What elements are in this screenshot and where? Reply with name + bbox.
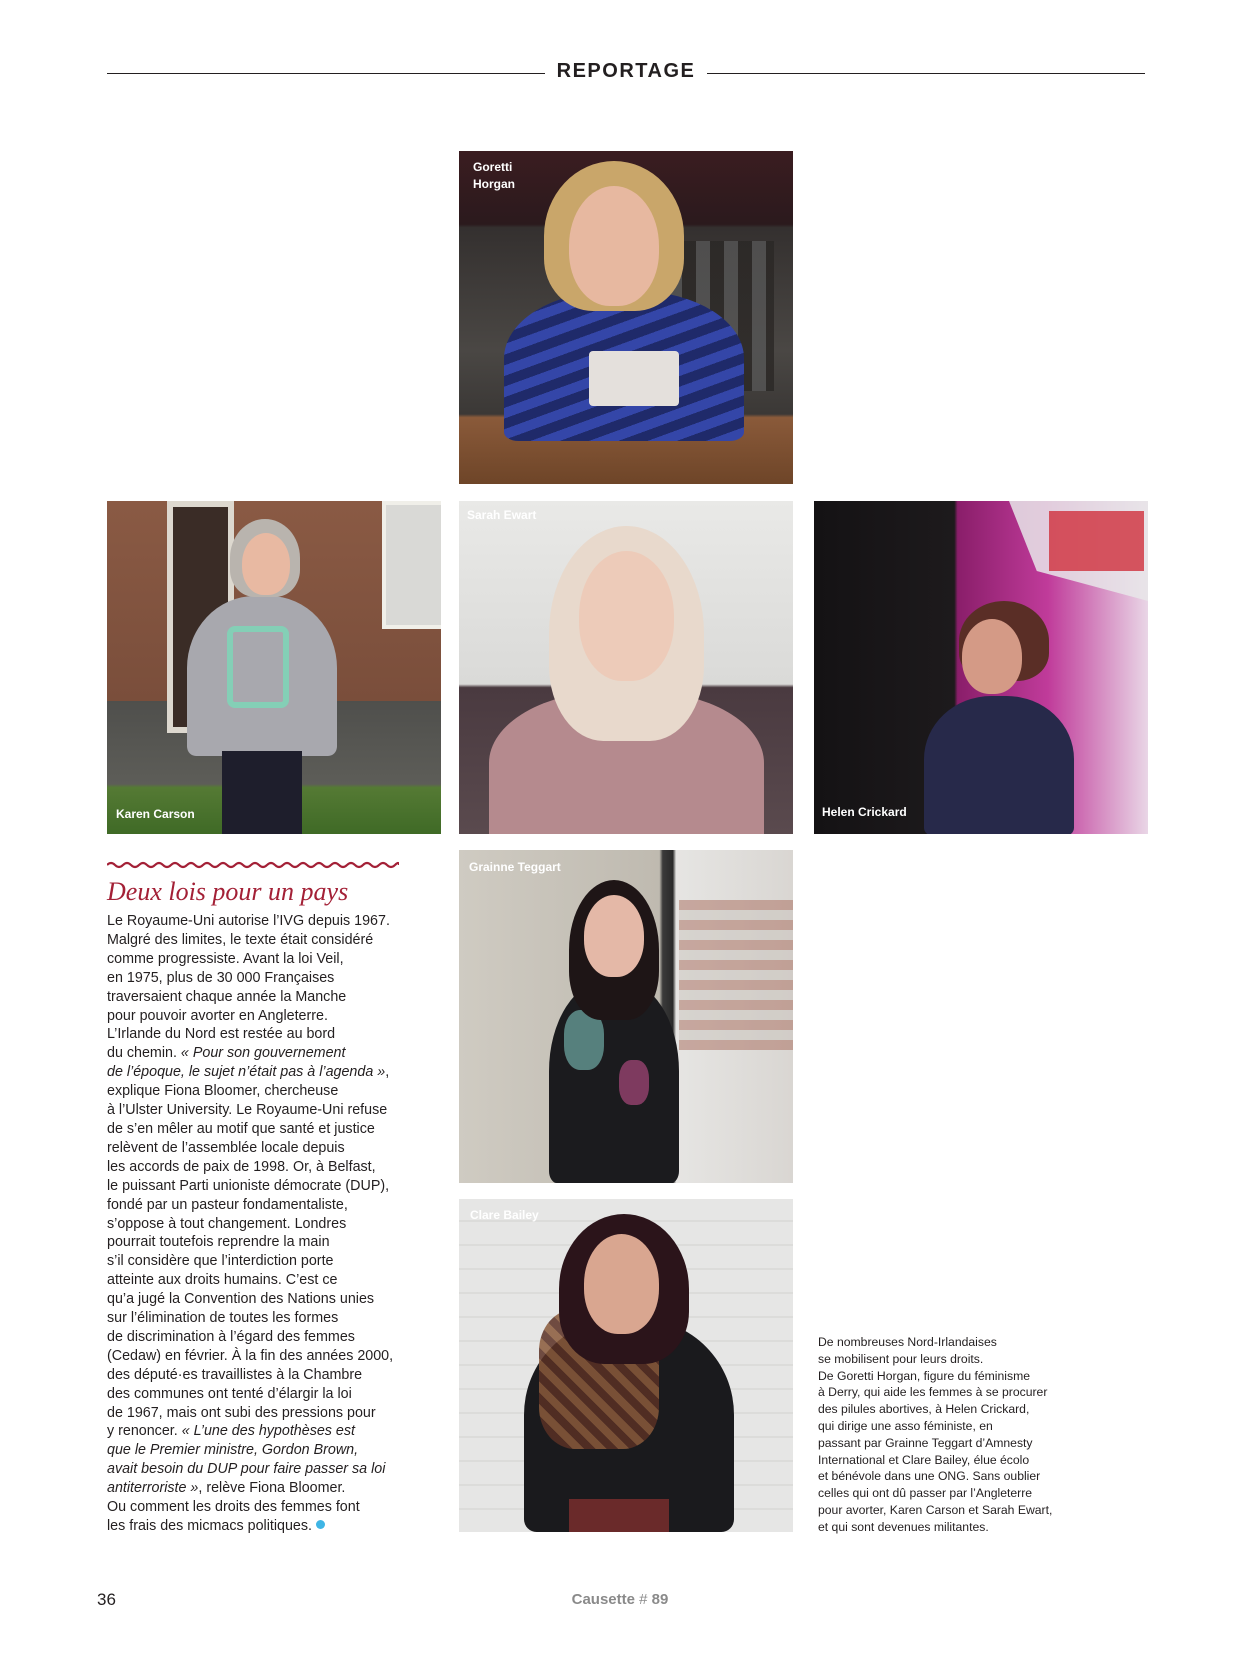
body-text-span: en 1975, plus de 30 000 Françaises — [107, 969, 335, 986]
body-line — [107, 1233, 407, 1252]
body-line — [107, 1082, 407, 1101]
body-text-span: des député·es travaillistes à la Chambre — [107, 1366, 363, 1383]
photo-sarah-ewart — [459, 501, 793, 834]
magazine-footer — [560, 1591, 680, 1608]
header-rule-right — [707, 73, 1145, 74]
body-line — [107, 1460, 407, 1479]
body-line — [107, 1385, 407, 1404]
photo-clare-bailey — [459, 1199, 793, 1532]
photo-goretti-horgan — [459, 151, 793, 484]
body-line — [107, 1120, 407, 1139]
quote-text: que le Premier ministre, Gordon Brown, — [107, 1442, 359, 1459]
body-text-span: le puissant Parti unioniste démocrate (DUP), — [107, 1177, 390, 1194]
body-text-span: Le Royaume-Uni autorise l’IVG depuis 1967. — [107, 913, 390, 929]
magazine-name: Causette — [571, 1591, 635, 1608]
end-mark-dot — [316, 1520, 325, 1529]
wavy-divider — [107, 860, 399, 870]
body-line — [107, 1252, 407, 1271]
body-text-span: de discrimination à l’égard des femmes — [107, 1328, 355, 1345]
body-line — [107, 1309, 407, 1328]
body-line — [107, 1441, 407, 1460]
page-number: 36 — [97, 1590, 116, 1609]
body-text-span: pourrait toutefois reprendre la main — [107, 1234, 330, 1251]
caption-clare: Clare Bailey — [470, 1208, 539, 1222]
body-text-span: sur l’élimination de toutes les formes — [107, 1310, 339, 1327]
body-text-span: des communes ont tenté d’élargir la loi — [107, 1385, 352, 1402]
caption-goretti-line1: Goretti — [473, 160, 513, 174]
photo-grainne-teggart — [459, 850, 793, 1183]
caption-line: pour avorter, Karen Carson et Sarah Ewart, — [818, 1502, 1053, 1517]
body-text-span: à l’Ulster University. Le Royaume-Uni refuse — [107, 1102, 388, 1119]
caption-line: De nombreuses Nord-Irlandaises — [818, 1335, 997, 1349]
body-line — [107, 1347, 407, 1366]
body-line — [107, 988, 407, 1007]
body-text-span: les accords de paix de 1998. Or, à Belfast, — [107, 1158, 376, 1175]
body-text-span: comme progressiste. Avant la loi Veil, — [107, 950, 344, 967]
body-text-span: Ou comment les droits des femmes font — [107, 1499, 360, 1516]
caption-line: passant par Grainne Teggart d’Amnesty — [818, 1435, 1033, 1450]
quote-text: de l’époque, le sujet n’était pas à l’agenda » — [107, 1064, 386, 1081]
caption-grainne: Grainne Teggart — [469, 860, 561, 874]
body-line — [107, 1177, 407, 1196]
quote-text: « Pour son gouvernement — [180, 1045, 346, 1062]
body-text-span: qu’a jugé la Convention des Nations unies — [107, 1291, 375, 1308]
body-line — [107, 1498, 407, 1517]
photo-caption-text — [818, 1334, 1078, 1536]
body-line — [107, 1366, 407, 1385]
body-text-span: de 1967, mais ont subi des pressions pour — [107, 1404, 376, 1421]
issue-number: 89 — [651, 1591, 669, 1608]
photo-helen-crickard — [814, 501, 1148, 834]
body-line — [107, 1025, 407, 1044]
box-title: Deux lois pour un pays — [107, 877, 349, 906]
box-body-text — [107, 912, 407, 1536]
body-text-span: , — [385, 1064, 390, 1081]
caption-line: à Derry, qui aide les femmes à se procurer — [818, 1385, 1048, 1400]
caption-sarah: Sarah Ewart — [467, 508, 537, 522]
body-line — [107, 1422, 407, 1441]
body-line — [107, 1479, 407, 1498]
caption-goretti-line2: Horgan — [473, 177, 515, 191]
body-text-span: relèvent de l’assemblée locale depuis — [107, 1139, 345, 1156]
body-text-span: traversaient chaque année la Manche — [107, 988, 347, 1005]
caption-karen: Karen Carson — [116, 807, 195, 821]
caption-line: De Goretti Horgan, figure du féminisme — [818, 1368, 1031, 1383]
caption-helen: Helen Crickard — [822, 805, 907, 819]
body-line — [107, 1517, 407, 1536]
body-text-span: du chemin. — [107, 1045, 181, 1062]
caption-line: et qui sont devenues militantes. — [818, 1519, 989, 1534]
body-line — [107, 1290, 407, 1309]
quote-text: antiterroriste » — [107, 1480, 199, 1497]
caption-line: International et Clare Bailey, élue écolo — [818, 1452, 1030, 1467]
caption-line: qui dirige une asso féministe, en — [818, 1418, 993, 1433]
header-rule-left — [107, 73, 545, 74]
body-text-span: pour pouvoir avorter en Angleterre. — [107, 1007, 328, 1024]
body-line — [107, 931, 407, 950]
issue-hash: # — [639, 1591, 648, 1608]
photo-karen-carson — [107, 501, 441, 834]
body-text-span: s’il considère que l’interdiction porte — [107, 1253, 334, 1270]
caption-line: des pilules abortives, à Helen Crickard, — [818, 1402, 1030, 1417]
body-text-span: (Cedaw) en février. À la fin des années 2000, — [107, 1347, 394, 1364]
body-line — [107, 1404, 407, 1423]
quote-text: avait besoin du DUP pour faire passer sa loi — [107, 1461, 386, 1478]
body-line — [107, 1101, 407, 1120]
body-text-span: s’oppose à tout changement. Londres — [107, 1215, 347, 1232]
body-text-span: explique Fiona Bloomer, chercheuse — [107, 1083, 339, 1100]
body-line — [107, 1139, 407, 1158]
body-text-span: de s’en mêler au motif que santé et justice — [107, 1120, 375, 1137]
section-title: REPORTAGE — [556, 60, 696, 82]
caption-line: se mobilisent pour leurs droits. — [818, 1351, 984, 1366]
body-line — [107, 1215, 407, 1234]
body-text-span: L’Irlande du Nord est restée au bord — [107, 1026, 336, 1043]
body-line — [107, 950, 407, 969]
body-line — [107, 1328, 407, 1347]
body-text-span: Malgré des limites, le texte était considéré — [107, 931, 374, 948]
body-text-span: atteinte aux droits humains. C’est ce — [107, 1272, 338, 1289]
quote-text: « L’une des hypothèses est — [181, 1423, 355, 1440]
caption-line: celles qui ont dû passer par l’Angleterre — [818, 1486, 1033, 1501]
body-line — [107, 1063, 407, 1082]
body-text-span: fondé par un pasteur fondamentaliste, — [107, 1196, 348, 1213]
body-line — [107, 1196, 407, 1215]
caption-line: et bénévole dans une ONG. Sans oublier — [818, 1469, 1041, 1484]
body-line — [107, 1158, 407, 1177]
body-text-span: les frais des micmacs politiques. — [107, 1518, 312, 1534]
body-line — [107, 1271, 407, 1290]
body-text-span: , relève Fiona Bloomer. — [198, 1480, 346, 1497]
body-line — [107, 969, 407, 988]
body-line — [107, 1044, 407, 1063]
body-line — [107, 912, 407, 931]
body-text-span: y renoncer. — [107, 1423, 182, 1440]
body-line — [107, 1007, 407, 1026]
section-header — [107, 60, 1145, 90]
